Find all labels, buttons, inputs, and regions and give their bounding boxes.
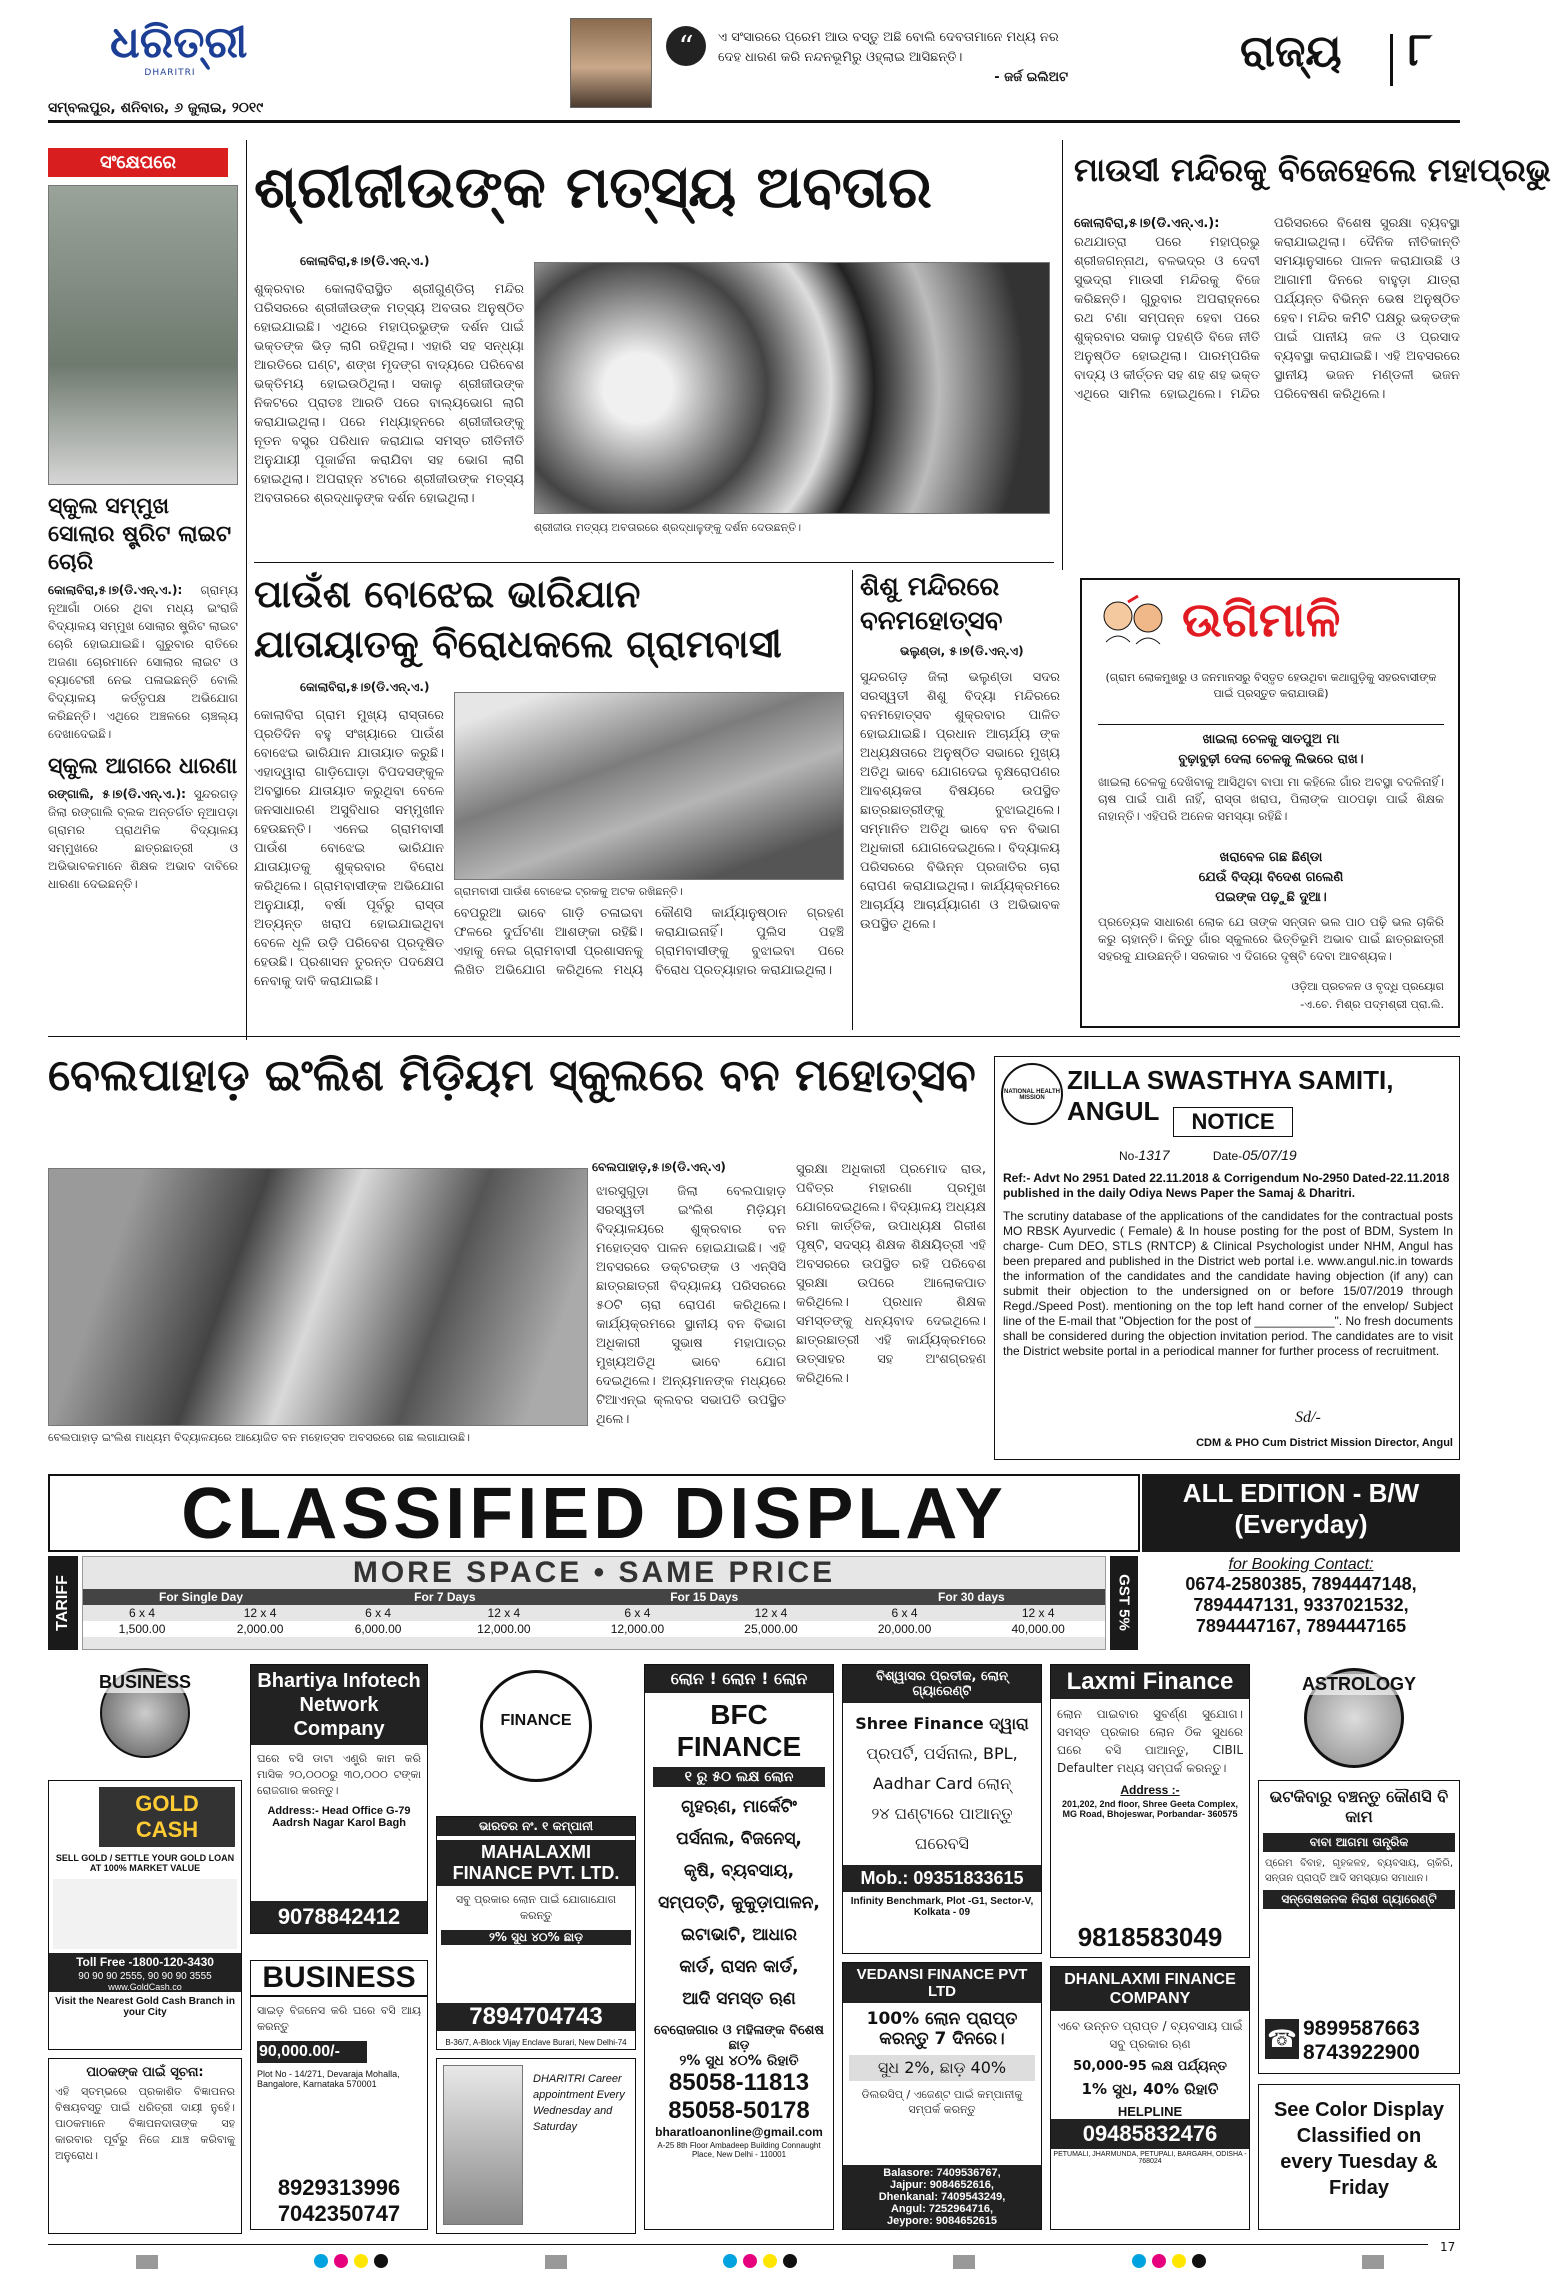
laxmi-address: 201,202, 2nd floor, Shree Geeta Complex, MG Road, Bhojeswar, Porbandar- 360575 [1061, 1799, 1239, 1819]
ugimali-head-3: ଖରାବେଳ ଗଛ ଛିଣ୍ଡା [1219, 850, 1323, 865]
gst-side [1110, 1556, 1138, 1650]
tariff-label: TARIFF [54, 1575, 71, 1631]
bharti-text: ଘରେ ବସି ଡାଟା ଏଣ୍ଟ୍ରି କାମ କରି ମାସିକ ୨୦,୦୦୦ରୁ ୩୦,୦୦୦ ଟଙ୍କା ରୋଜଗାର କରନ୍ତୁ। [257, 1752, 421, 1797]
dhanlaxmi-helpline: HELPLINE [1117, 2104, 1183, 2119]
lead-headline: ଶ୍ରୀଜୀଉଙ୍କ ମତ୍ସ୍ୟ ଅବତାର [254, 153, 932, 221]
lead-caption: ଶ୍ରୀଜୀଉ ମତ୍ସ୍ୟ ଅବତାରରେ ଶ୍ରଦ୍ଧାଳୁଙ୍କୁ ଦର୍ଶନ ଦେଉଛନ୍ତି। [534, 521, 802, 534]
tariff-grid [83, 1589, 1105, 1637]
shree-line: ପ୍ରପର୍ଟି, ପର୍ସନାଲ, BPL, [866, 1744, 1018, 1763]
ugimali-head-4: ଯେଉଁ ବିଦ୍ୟା ବିଦେଶ ଗଲେଣି [1198, 870, 1344, 885]
vedansi-office: Jeypore: 9084652615 [886, 2215, 998, 2227]
shree-line: Aadhar Card ଲୋନ୍ [872, 1774, 1012, 1793]
finance-logo-text: FINANCE [500, 1712, 572, 1729]
notice-signature: Sd/- [1295, 1409, 1321, 1426]
reg-mark [1362, 2255, 1384, 2269]
tariff-price: 20,000.00 [877, 1622, 932, 1636]
mahalaxmi-rate: ୨% ସୁଧ ୪୦% ଛାଡ଼ [441, 1930, 631, 1945]
vedansi-office: Angul: 7252964716, [890, 2203, 994, 2215]
laxmi-text: ଲୋନ ପାଇବାର ସୁବର୍ଣ୍ଣ ସୁଯୋଗ। ସମସ୍ତ ପ୍ରକାର ଲୋନ ଠିକ ସୁଧରେ ଘରେ ବସି ପାଆନ୍ତୁ, CIBIL Defaulter ମଧ୍ୟ ସମ୍ପର୍କ କରନ୍ତୁ। [1057, 1707, 1243, 1775]
tariff-table [82, 1556, 1106, 1650]
goldcash-site[interactable]: www.GoldCash.co [49, 1982, 241, 1992]
notice-body: The scrutiny database of the applications of the candidates for the contractual posts MO RBSK Ayurvedic ( Female) & In house posting for the post of BDM, System In charge- Cum DEO, STLS (RNTCP) & Clinical Psychologist under NHM, Angul has been prepared and published in the District web portal i.e. www.angul.nic.in towards the information of the candidates and the candidate having objection (if any) can submit their objection to the undersigned on or before 15/07/2019 through Regd./Speed Post). mentioning on the top left hand corner of the envelop/ Subject line of the E-mail that "Objection for the post of ____________". No fresh documents shall be considered during the objection invitation period. The candidates are to visit the District website portal in a periodical manner for further process of recruitment. [1003, 1209, 1453, 1358]
astro-logo-ad [1258, 1664, 1460, 1774]
dhanlaxmi-rate: 1% ସୁଧ, 40% ରିହାତି [1081, 2080, 1219, 2098]
bfc-line: ଆଦି ସମସ୍ତ ଋଣ [682, 1989, 796, 2009]
brief-story1-headline: ସ୍କୁଲ ସମ୍ମୁଖ ସୋଲାର ଷ୍ଟ୍ରିଟ ଲାଇଟ ଚୋରି [48, 494, 232, 575]
business2-text: ସାଇଡ଼ ବିଜନେସ କରି ଘରେ ବସି ଆୟ କରନ୍ତୁ [257, 2004, 421, 2033]
reg-mark [545, 2255, 567, 2269]
dhanlaxmi-title: DHANLAXMI FINANCE COMPANY [1051, 1967, 1249, 2011]
bharti-address: Address:- Head Office G-79 Aadrsh Nagar Karol Bagh [267, 1805, 411, 1829]
astro-logo-text: ASTROLOGY [1258, 1674, 1460, 1695]
shree-address: Infinity Benchmark, Plot -G1, Sector-V, Kolkata - 09 [850, 1896, 1034, 1918]
bfc-rate: ୨% ସୁଧ ୪୦% ରିହାତି [679, 2053, 799, 2069]
phone-icon: ☎ [1265, 2019, 1299, 2059]
edition-line-2: (Everyday) [1234, 1509, 1368, 1539]
brief-photo [48, 185, 238, 485]
mausi-divider [1062, 140, 1063, 570]
brief-label: ସଂକ୍ଷେପରେ [48, 148, 228, 177]
tariff-periods-row [83, 1589, 1105, 1605]
bfc-email[interactable]: bharatloanonline@gmail.com [655, 2125, 823, 2139]
quote-line-1: ଏ ସଂସାରରେ ପ୍ରେମ ଆଉ ବସ୍ତୁ ଅଛି ବୋଲି ଦେବତାମାନେ ମଧ୍ୟ ନର [718, 30, 1059, 45]
dateline-text: ସମ୍ବଲପୁର, ଶନିବାର, ୬ ଜୁଲାଇ, ୨୦୧୯ [48, 100, 264, 116]
laxmi-title: Laxmi Finance [1051, 1665, 1249, 1699]
bharti-title: Bhartiya Infotech Network Company [251, 1665, 427, 1745]
masthead-rule [48, 120, 1460, 123]
brief-story2-dateline: ରଙ୍ଗାଲି, ୫।୭(ଡି.ଏନ୍.ଏ.): [48, 787, 186, 801]
quote-author: - ଜର୍ଜ ଇଲିଅଟ [994, 70, 1068, 85]
bfc-phone-2[interactable]: 85058-50178 [668, 2097, 810, 2124]
bfc-line: କୃଷି, ବ୍ୟବସାୟ, [683, 1861, 795, 1881]
lead-photo [534, 262, 1050, 514]
dhanlaxmi-text: ଏବେ ଉନ୍ନତ ପ୍ରାପ୍ତ / ବ୍ୟବସାୟ ପାଇଁ ସବୁ ପ୍ରକାର ଋଣ [1057, 2019, 1243, 2051]
tariff-size: 12 x 4 [754, 1606, 788, 1620]
career-text: DHARITRI Career appointment Every Wednesday and Saturday [533, 2073, 625, 2133]
brief-divider [246, 140, 247, 1040]
bfc-line: ଗୃହଋଣ, ମାର୍କେଟିଂ [681, 1797, 797, 1817]
shishu-headline: ଶିଶୁ ମନ୍ଦିରରେ ବନମହୋତ୍ସବ [860, 572, 1003, 636]
vedansi-offices [843, 2165, 1041, 2229]
tariff-price: 1,500.00 [118, 1622, 166, 1636]
vedansi-office: Dhenkanal: 7409543249, [878, 2191, 1006, 2203]
mausi-headline: ମାଉସୀ ମନ୍ଦିରକୁ ବିଜେହେଲେ ମହାପ୍ରଭୁ [1074, 151, 1551, 189]
notice-ref: Ref:- Advt No 2951 Dated 22.11.2018 & Corrigendum No-2950 Dated-22.11.2018 published in the daily Odiya News Paper the Samaj & Dharitri. [1003, 1171, 1450, 1200]
brief-story1-body: ଗ୍ରାମ୍ୟ ନୂଆଗାଁ ଠାରେ ଥିବା ମଧ୍ୟ ଇଂରାଜି ବିଦ୍ୟାଳୟ ସମ୍ମୁଖ ସୋଲାର ଷ୍ଟ୍ରିଟ ଲାଇଟ ଚୋରି ହୋଇଯାଇଛି। ଗୁରୁବାର ରାତିରେ ଅଜଣା ଚୋରମାନେ ସୋଲାର ଲାଇଟ ଓ ବ୍ୟାଟେରୀ ନେଇ ପଳାଇଛନ୍ତି ବୋଲି ବିଦ୍ୟାଳୟ କର୍ତ୍ତୃପକ୍ଷ ଅଭିଯୋଗ କରିଛନ୍ତି। ଏଥିରେ ଅଞ୍ଚଳରେ ଚାଞ୍ଚଲ୍ୟ ଦେଖାଦେଇଛି। [48, 583, 238, 741]
shree-line: Shree Finance ଦ୍ୱାରା [855, 1714, 1029, 1733]
belpahar-dateline: ବେଲପାହାଡ଼,୫।୭(ଡି.ଏନ୍.ଏ) [592, 1160, 726, 1174]
astro-phone-1[interactable]: 9899587663 [1303, 2017, 1420, 2040]
belpahar-caption: ବେଲପାହାଡ଼ ଇଂଲିଶ ମାଧ୍ୟମ ବିଦ୍ୟାଳୟରେ ଆୟୋଜିତ ବନ ମହୋତ୍ସବ ଅବସରରେ ଗଛ ଲଗାଯାଉଛି। [48, 1431, 471, 1444]
goldcash-title: GOLD CASH [99, 1787, 235, 1847]
vedansi-ad [842, 1962, 1042, 2230]
tariff-price: 12,000.00 [477, 1622, 531, 1636]
quote-icon: “ [666, 26, 706, 66]
bharti-ad [250, 1664, 428, 1934]
mahalaxmi-text: ସବୁ ପ୍ରକାର ଲୋନ ପାଇଁ ଯୋଗାଯୋଗ କରନ୍ତୁ [455, 1893, 617, 1922]
tariff-slogan: MORE SPACE • SAME PRICE [352, 1556, 836, 1589]
tariff-period: For Single Day [159, 1590, 244, 1604]
bharti-phone[interactable]: 9078842412 [251, 1901, 427, 1933]
belpahar-body-1: ଝାରସୁଗୁଡ଼ା ଜିଲା ବେଲପାହାଡ଼ ସରସ୍ୱତୀ ଇଂଲିଶ ମିଡ଼ିୟମ ବିଦ୍ୟାଳୟରେ ଶୁକ୍ରବାର ବନ ମହୋତ୍ସବ ପାଳନ ହୋଇଯାଇଛି। ଏହି ଅବସରରେ ଡକ୍ଟରଙ୍କ ଓ ଏନ୍ସିସି ଛାତ୍ରଛାତ୍ରୀ ବିଦ୍ୟାଳୟ ପରିସରରେ ୫୦ଟି ଚାରା ରୋପଣ କରିଥିଲେ। କାର୍ଯ୍ୟକ୍ରମରେ ସ୍ଥାନୀୟ ବନ ବିଭାଗ ଅଧିକାରୀ ସୁଭାଷ ମହାପାତ୍ର ମୁଖ୍ୟଅତିଥି ଭାବେ ଯୋଗ ଦେଇଥିଲେ। ଅନ୍ୟମାନଙ୍କ ମଧ୍ୟରେ ଟିଆଏନ୍ଇ କ୍ଲବର ସଭାପତି ଉପସ୍ଥିତ ଥିଲେ। [596, 1184, 786, 1427]
bfc-ad [644, 1664, 834, 2230]
business2-ad [250, 1960, 428, 2230]
registration-marks [130, 2254, 1390, 2270]
mahalaxmi-address: B-36/7, A-Block Vijay Enclave Burari, New Delhi-74 [445, 2038, 627, 2047]
see-color-ad [1258, 2084, 1460, 2230]
tariff-period: For 30 days [938, 1590, 1005, 1604]
bfc-line: ପର୍ସନାଲ, ବିଜନେସ୍, [676, 1829, 802, 1849]
booking-phone-1: 0674-2580385, 7894447148, [1185, 1574, 1417, 1594]
reader-notice-ad [48, 2058, 242, 2234]
lead-body: ଶୁକ୍ରବାର କୋଲାବିରାସ୍ଥିତ ଶ୍ରୀଗୁଣ୍ଡିଚା ମନ୍ଦିର ପରିସରରେ ଶ୍ରୀଜୀଉଙ୍କ ମତ୍ସ୍ୟ ଅବତାର ଅନୁଷ୍ଠିତ ହୋଇଯାଇଛି। ଏଥିରେ ମହାପ୍ରଭୁଙ୍କ ଦର୍ଶନ ପାଇଁ ଭକ୍ତଙ୍କ ଭିଡ଼ ଲାଗି ରହିଥିଲା। ଏହାରି ସହ ସନ୍ଧ୍ୟା ଆରତିରେ ଘଣ୍ଟ, ଶଙ୍ଖ ମୃଦଙ୍ଗ ବାଦ୍ୟରେ ପରିବେଶ ଭକ୍ତିମୟ ହୋଇଉଠିଥିଲା। ସକାଳୁ ଶ୍ରୀଜୀଉଙ୍କ ନିକଟରେ ପ୍ରାତଃ ଆରତି ପରେ ବାଲ୍ୟଭୋଗ ଲାଗି କରାଯାଇଥିଲା। ପରେ ମଧ୍ୟାହ୍ନରେ ଶ୍ରୀଜୀଉଙ୍କୁ ନୂତନ ବସ୍ତ୍ର ପରିଧାନ କରାଯାଇ ସମସ୍ତ ରୀତିନୀତି ଅନୁଯାୟୀ ପୂଜାର୍ଚ୍ଚନା କରାଯିବା ସହ ଭୋଗ ଲାଗି ହୋଇଥିଲା। ଅପରାହ୍ନ ୪ଟାରେ ଶ୍ରୀଜୀଉଙ୍କ ମତ୍ସ୍ୟ ଅବତାରରେ ଶ୍ରଦ୍ଧାଳୁଙ୍କ ଦର୍ଶନ ହୋଇଥିଲା। [254, 282, 524, 506]
trucks-dateline: କୋଲାବିରା,୫।୭(ଡି.ଏନ୍.ଏ.) [300, 680, 430, 694]
business2-title: BUSINESS [251, 1961, 427, 1997]
ugimali-title: ଉଗିମାଳି [1182, 592, 1341, 648]
ugimali-subtitle: (ଗ୍ରାମ ଲୋକମୁଖରୁ ଓ ଜନମାନସରୁ ବିସ୍ତୃତ ହେଉଥିବା କଥାଗୁଡ଼ିକୁ ସହରବାସୀଙ୍କ ପାଇଁ ପ୍ରସ୍ତୁତ କରାଯାଉଛି) [1105, 671, 1437, 700]
goldcash-visit: Visit the Nearest Gold Cash Branch in your City [55, 1996, 235, 2018]
ugimali-head-1: ଖାଇଲା ଚେଳକୁ ସାତପୁଅ ମା [1202, 732, 1340, 747]
tariff-size: 6 x 4 [365, 1606, 392, 1620]
notice-no-label: No- [1119, 1149, 1139, 1163]
shree-mobile[interactable]: Mob.: 09351833615 [843, 1865, 1041, 1892]
masthead [0, 0, 1500, 120]
mahalaxmi-title: MAHALAXMI FINANCE PVT. LTD. [437, 1840, 635, 1886]
astro-name: ବାବା ଆଗମା ତାନ୍ତ୍ରିକ [1263, 1833, 1455, 1852]
trucks-photo [454, 692, 844, 880]
tariff-side [48, 1556, 78, 1650]
classified-banner [48, 1474, 1460, 1652]
brief-story2-headline: ସ୍କୁଲ ଆଗରେ ଧାରଣା [48, 754, 238, 779]
goldcash-text: SELL GOLD / SETTLE YOUR GOLD LOAN AT 100% MARKET VALUE [55, 1853, 235, 1873]
business-logo-text: BUSINESS [48, 1672, 242, 1693]
tariff-price: 6,000.00 [354, 1622, 402, 1636]
ugimali-body-1: ଖାଇଲା ଚେଳକୁ ଦେଖିବାକୁ ଆସିଥିବା ବାପା ମା କହିଲେ ଗାଁର ଅବସ୍ଥା ବଦଳିନାହିଁ। ଚାଷ ପାଇଁ ପାଣି ନାହିଁ, ରାସ୍ତା ଖରାପ, ପିଲାଙ୍କ ପାଠପଢ଼ା ପାଇଁ ଶିକ୍ଷକ ନାହାନ୍ତି। ଏହିପରି ଅନେକ ସମସ୍ୟା ରହିଛି। [1098, 775, 1444, 823]
booking-phone-2: 7894447131, 9337021532, [1193, 1595, 1409, 1615]
tariff-price: 2,000.00 [236, 1622, 284, 1636]
business2-phone-2[interactable]: 7042350747 [277, 2201, 401, 2226]
bfc-title: BFC FINANCE [676, 1699, 802, 1762]
tariff-price: 25,000.00 [744, 1622, 798, 1636]
laxmi-phone[interactable]: 9818583049 [1077, 1922, 1223, 1952]
quote-portrait [570, 18, 652, 108]
astro-head: ଭଟକିବାରୁ ବଞ୍ଚନ୍ତୁ କୌଣସି ବି କାମ [1269, 1787, 1449, 1826]
notice-no-value: 1317 [1138, 1147, 1170, 1163]
tariff-size: 6 x 4 [624, 1606, 651, 1620]
logo-text: ଧରିତ୍ରୀ [110, 17, 248, 68]
ugimali-box [1080, 578, 1460, 1028]
business2-phone-1[interactable]: 8929313996 [277, 2175, 401, 2200]
ugimali-head-5: ପଇଙ୍କ ପଢ଼ୁଛି ଦୁଆ। [1215, 890, 1327, 905]
notice-seal-text: NATIONAL HEALTH MISSION [1004, 1089, 1060, 1101]
trucks-caption: ଗ୍ରାମବାସୀ ପାଉଁଶ ବୋଝେଇ ଟ୍ରକକୁ ଅଟକ ରଖିଛନ୍ତି। [454, 885, 683, 898]
vedansi-text: ଡିଲରସିପ୍ / ଏଜେଣ୍ଟ ପାଇଁ କମ୍ପାନୀକୁ ସମ୍ପର୍କ କରନ୍ତୁ [861, 2088, 1023, 2116]
notice-date-value: 05/07/19 [1242, 1147, 1297, 1163]
bfc-line: ଇଟାଭାଟି, ଆଧାର [681, 1925, 797, 1945]
tariff-size: 6 x 4 [129, 1606, 156, 1620]
brief-story1-dateline: କୋଲାବିରା,୫।୭(ଡି.ଏନ୍.ଏ.): [48, 583, 183, 597]
section-title: ରାଜ୍ୟ [1240, 26, 1342, 77]
astro-text: ପ୍ରେମ ବିବାହ, ଗୃହକଳହ, ବ୍ୟବସାୟ, ଚାକିରି, ସନ୍ତାନ ପ୍ରାପ୍ତି ଆଦି ସମସ୍ୟାର ସମାଧାନ। [1265, 1858, 1453, 1884]
quote-line-2: ଦେହ ଧାରଣ କରି ନନ୍ଦନଭୂମିରୁ ଓହ୍ଲାଇ ଆସିଛନ୍ତି। [718, 50, 963, 65]
cmyk-dots [311, 2253, 391, 2272]
notice-title: NOTICE [1173, 1107, 1293, 1137]
reader-notice-text: ଏହି ସ୍ତମ୍ଭରେ ପ୍ରକାଶିତ ବିଜ୍ଞାପନର ବିଷୟବସ୍ତୁ ପାଇଁ ଧରିତ୍ରୀ ଦାୟୀ ନୁହେଁ। ପାଠକମାନେ ବିଜ୍ଞାପନଦାତାଙ୍କ ସହ କାରବାର ପୂର୍ବରୁ ନିଜେ ଯାଞ୍ଚ କରିବାକୁ ଅନୁରୋଧ। [55, 2085, 235, 2162]
tariff-period: For 15 Days [670, 1590, 739, 1604]
tariff-price: 40,000.00 [1011, 1622, 1065, 1636]
dhanlaxmi-address: PETUMALI, JHARMUNDA, PETUPALI, BARGARH, ODISHA - 768024 [1053, 2151, 1247, 2165]
booking-phone-3: 7894447167, 7894447165 [1195, 1616, 1407, 1636]
laxmi-ad [1050, 1664, 1250, 1958]
bfc-offer: ବେରୋଜଗାର ଓ ମହିଳାଙ୍କ ବିଶେଷ ଛାଡ଼ [654, 2023, 824, 2053]
notice-org: ZILLA SWASTHYA SAMITI, ANGUL [1067, 1065, 1394, 1126]
goldcash-toll: Toll Free -1800-120-3430 [49, 1953, 241, 1971]
shree-line: ଘରେବସି [915, 1834, 969, 1853]
vedansi-line-1: 100% ଲୋନ ପ୍ରାପ୍ତ [866, 2009, 1018, 2029]
brief-story2-body: ସୁନ୍ଦରଗଡ଼ ଜିଲା ରଙ୍ଗାଲି ବ୍ଲକ ଅନ୍ତର୍ଗତ ନୂଆପଡ଼ା ଗ୍ରାମର ପ୍ରାଥମିକ ବିଦ୍ୟାଳୟ ସମ୍ମୁଖରେ ଛାତ୍ରଛାତ୍ରୀ ଓ ଅଭିଭାବକମାନେ ଶିକ୍ଷକ ଅଭାବ ଦାବିରେ ଧାରଣା ଦେଇଛନ୍ତି। [48, 787, 238, 891]
edition-line-1: ALL EDITION - B/W [1182, 1478, 1420, 1508]
see-color-text: See Color Display Classified on every Tuesday & Friday [1273, 2099, 1445, 2199]
logo[interactable] [110, 17, 248, 88]
shree-line: ୨୪ ଘଣ୍ଟାରେ ପାଆନ୍ତୁ [871, 1804, 1013, 1823]
mid-rule [48, 1036, 1460, 1037]
dhanlaxmi-phone[interactable]: 09485832476 [1051, 2119, 1249, 2149]
ugimali-head-2: ବୁଢ଼ାବୁଢ଼ୀ ଦେଲା ଚେଳକୁ ଲିଭରେ ରାଖ। [1178, 752, 1364, 767]
ugimali-credit-2: -ଏ.ଚେ. ମିଶ୍ର ପଦ୍ମଶ୍ରୀ ପ୍ରା.ଲି. [1300, 998, 1444, 1011]
reg-mark [953, 2255, 975, 2269]
vedansi-line-2: କରନ୍ତୁ 7 ଦିନରେ। [879, 2029, 1005, 2049]
tariff-size: 12 x 4 [1021, 1606, 1055, 1620]
lead-dateline: କୋଲାବିରା,୫।୭(ଡି.ଏନ୍.ଏ.) [300, 254, 430, 268]
ugimali-credit-1: ଓଡ଼ିଆ ପ୍ରଚଳନ ଓ ବୃଦ୍ଧି ପ୍ରୟୋଗ [1291, 980, 1444, 993]
ugimali-mascot-icon [1098, 594, 1168, 654]
mausi-body: ରଥଯାତ୍ରା ପରେ ମହାପ୍ରଭୁ ଶ୍ରୀଜଗନ୍ନାଥ, ବଳଭଦ୍ର ଓ ଦେବୀ ସୁଭଦ୍ରା ମାଉସୀ ମନ୍ଦିରକୁ ବିଜେ କରିଛନ୍ତି। ଗୁରୁବାର ଅପରାହ୍ନରେ ରଥ ଟଣା ସମ୍ପନ୍ନ ହେବା ପରେ ଶୁକ୍ରବାର ସକାଳୁ ପହଣ୍ଡି ବିଜେ ନୀତି ଅନୁଷ୍ଠିତ ହୋଇଥିଲା। ପାରମ୍ପରିକ ବାଦ୍ୟ ଓ କୀର୍ତ୍ତନ ସହ ଶହ ଶହ ଭକ୍ତ ଏଥିରେ ସାମିଲ ହୋଇଥିଲେ। ମନ୍ଦିର ପରିସରରେ ବିଶେଷ ସୁରକ୍ଷା ବ୍ୟବସ୍ଥା କରାଯାଇଥିଲା। ଦୈନିକ ନୀତିକାନ୍ତି ସମୟାନୁସାରେ ପାଳନ କରାଯାଉଛି ଓ ଆଗାମୀ ଦିନରେ ବାହୁଡ଼ା ଯାତ୍ରା ପର୍ଯ୍ୟନ୍ତ ବିଭିନ୍ନ ଭେଷ ଅନୁଷ୍ଠିତ ହେବ। ମନ୍ଦିର କମିଟି ପକ୍ଷରୁ ଭକ୍ତଙ୍କ ପାଇଁ ପାନୀୟ ଜଳ ଓ ପ୍ରସାଦ ବ୍ୟବସ୍ଥା କରାଯାଇଛି। ଏହି ଅବସରରେ ସ୍ଥାନୀୟ ଭଜନ ମଣ୍ଡଳୀ ଭଜନ ପରିବେଷଣ କରିଥିଲେ। [1074, 216, 1460, 402]
notice-seal-icon [1001, 1063, 1063, 1125]
tariff-price: 12,000.00 [610, 1622, 665, 1636]
dateline-bar [48, 97, 378, 119]
ugimali-body-2: ପ୍ରତ୍ୟେକ ସାଧାରଣ ଲୋକ ଯେ ତାଙ୍କ ସନ୍ତାନ ଭଲ ପାଠ ପଢ଼ି ଭଲ ଚାକିରି କରୁ ଚାହାନ୍ତି। କିନ୍ତୁ ଗାଁର ସ୍କୁଲରେ ଭିତ୍ତିଭୂମି ଅଭାବ ପାଇଁ ଛାତ୍ରଛାତ୍ରୀ ସହରକୁ ଯାଉଛନ୍ତି। ସରକାର ଏ ଦିଗରେ ଦୃଷ୍ଟି ଦେବା ଆବଶ୍ୟକ। [1098, 915, 1444, 963]
edition-box [1142, 1474, 1460, 1552]
vedansi-office: Balasore: 7409536767, [883, 2167, 1001, 2179]
footer-page-number: 17 [1440, 2240, 1456, 2254]
trucks-body: କୋଲାବିରା ଗ୍ରାମ ମୁଖ୍ୟ ରାସ୍ତାରେ ପ୍ରତିଦିନ ବହୁ ସଂଖ୍ୟାରେ ପାଉଁଶ ବୋଝେଇ ଭାରିଯାନ ଯାତାୟାତ କରୁଛି। ଏହାଦ୍ୱାରା ଗାଡ଼ିଘୋଡ଼ା ବିପଦସଙ୍କୁଳ ଅବସ୍ଥାରେ ଯାତାୟାତ କରୁଥିବା ବେଳେ ଜନସାଧାରଣ ଅସୁବିଧାର ସମ୍ମୁଖୀନ ହେଉଛନ୍ତି। ଏନେଇ ଗ୍ରାମବାସୀ ପାଉଁଶ ବୋଝେଇ ଭାରିଯାନ ଯାତାୟାତକୁ ଶୁକ୍ରବାର ବିରୋଧ କରିଥିଲେ। ଗ୍ରାମବାସୀଙ୍କ ଅଭିଯୋଗ ଅନୁଯାୟୀ, ବର୍ଷା ପୂର୍ବରୁ ରାସ୍ତା ଅତ୍ୟନ୍ତ ଖରାପ ହୋଇଯାଇଥିବା ବେଳେ ଧୂଳି ଉଡ଼ି ପରିବେଶ ପ୍ରଦୂଷିତ ହେଉଛି। ପ୍ରଶାସନ ତୁରନ୍ତ ପଦକ୍ଷେପ ନେବାକୁ ଦାବି କରାଯାଇଛି। [254, 708, 444, 989]
astro-guarantee: ସନ୍ତୋଷଜନକ ନିରାଶ ଗ୍ୟାରେଣ୍ଟି [1263, 1890, 1455, 1909]
trucks-headline-2: ଯାତାୟାତକୁ ବିରୋଧକଲେ ଗ୍ରାମବାସୀ [254, 622, 782, 666]
reg-mark [136, 2255, 158, 2269]
notice-box [994, 1056, 1460, 1460]
section-divider [1390, 34, 1393, 86]
lead-rule [254, 562, 1054, 563]
belpahar-body-2: ସୁରକ୍ଷା ଅଧିକାରୀ ପ୍ରମୋଦ ରାଉ, ପବିତ୍ର ମହାରଣା ପ୍ରମୁଖ ଯୋଗଦେଇଥିଲେ। ବିଦ୍ୟାଳୟ ଅଧ୍ୟକ୍ଷ ରମା କାର୍ତ୍ତିକ, ଉପାଧ୍ୟକ୍ଷ ଗିରୀଶ ପୃଷ୍ଟି, ସଦସ୍ୟ ଶିକ୍ଷକ ଶିକ୍ଷୟିତ୍ରୀ ଏହି ଅବସରରେ ଉପସ୍ଥିତ ରହି ପରିବେଶ ସୁରକ୍ଷା ଉପରେ ଆଲୋକପାତ କରିଥିଲେ। ପ୍ରଧାନ ଶିକ୍ଷକ ସମସ୍ତଙ୍କୁ ଧନ୍ୟବାଦ ଦେଇଥିଲେ। ଛାତ୍ରଛାତ୍ରୀ ଏହି କାର୍ଯ୍ୟକ୍ରମରେ ଉତ୍ସାହର ସହ ଅଂଶଗ୍ରହଣ କରିଥିଲେ। [796, 1162, 986, 1386]
business2-amount: 90,000.00/- [257, 2041, 367, 2063]
notice-date-label: Date- [1212, 1149, 1243, 1163]
classified-title: CLASSIFIED DISPLAY [48, 1474, 1140, 1552]
bfc-sub: ୧ ରୁ ୫୦ ଲକ୍ଷ ଲୋନ [653, 1767, 825, 1787]
shishu-body: ସୁନ୍ଦରଗଡ଼ ଜିଲା ଭଲୁଣ୍ଡା ସଦର ସରସ୍ୱତୀ ଶିଶୁ ବିଦ୍ୟା ମନ୍ଦିରରେ ବନମହୋତ୍ସବ ଶୁକ୍ରବାର ପାଳିତ ହୋଇଯାଇଛି। ପ୍ରଧାନ ଆଚାର୍ଯ୍ୟ ଙ୍କ ଅଧ୍ୟକ୍ଷତାରେ ଅନୁଷ୍ଠିତ ସଭାରେ ମୁଖ୍ୟ ଅତିଥି ଭାବେ ଯୋଗଦେଇ ବୃକ୍ଷରୋପଣର ଆବଶ୍ୟକତା ବିଷୟରେ ଉପସ୍ଥିତ ଛାତ୍ରଛାତ୍ରୀଙ୍କୁ ବୁଝାଇଥିଲେ। ସମ୍ମାନିତ ଅତିଥି ଭାବେ ବନ ବିଭାଗ ଅଧିକାରୀ ଯୋଗଦେଇଥିଲେ। ବିଦ୍ୟାଳୟ ପରିସରରେ ବିଭିନ୍ନ ପ୍ରଜାତିର ଚାରା ରୋପଣ କରାଯାଇଥିଲା। କାର୍ଯ୍ୟକ୍ରମରେ ଆଚାର୍ଯ୍ୟ ଆଚାର୍ଯ୍ୟାଗଣ ଓ ଅଭିଭାବକ ଉପସ୍ଥିତ ଥିଲେ। [860, 670, 1060, 932]
tariff-sizes-row [83, 1605, 1105, 1621]
trucks-headline-1: ପାଉଁଶ ବୋଝେଇ ଭାରିଯାନ [254, 572, 641, 616]
shree-ad [842, 1664, 1042, 1954]
mahalaxmi-phone[interactable]: 7894704743 [437, 2003, 635, 2031]
vedansi-title: VEDANSI FINANCE PVT LTD [843, 1963, 1041, 2003]
cmyk-dots [720, 2253, 800, 2272]
tariff-size: 12 x 4 [487, 1606, 521, 1620]
logo-sub: DHARITRI [144, 68, 196, 78]
astro-ad [1258, 1780, 1460, 2074]
tariff-period: For 7 Days [414, 1590, 476, 1604]
vedansi-rate: ସୁଧ 2%, ଛାଡ଼ 40% [849, 2055, 1035, 2081]
finance-logo-ad [436, 1664, 636, 1814]
shree-top: ବିଶ୍ୱାସର ପ୍ରତୀକ, ଲୋନ୍ ଗ୍ୟାରେଣ୍ଟି [843, 1665, 1041, 1703]
booking-box [1142, 1556, 1460, 1650]
bfc-top: ଲୋନ ! ଲୋନ ! ଲୋନ [645, 1665, 833, 1693]
footer-rule [48, 2244, 1428, 2245]
tariff-size: 6 x 4 [891, 1606, 918, 1620]
mausi-dateline: କୋଲାବିରା,୫।୭(ଡି.ଏନ୍.ଏ.): [1074, 216, 1220, 231]
belpahar-headline: ବେଲପାହାଡ଼ ଇଂଲିଶ ମିଡ଼ିୟମ ସ୍କୁଲରେ ବନ ମହୋତ୍ସବ [48, 1050, 976, 1101]
dhanlaxmi-ad [1050, 1966, 1250, 2230]
tariff-prices-row [83, 1621, 1105, 1637]
cmyk-dots [1129, 2253, 1209, 2272]
dharitri-career-ad [436, 2058, 636, 2234]
dhanlaxmi-amount: 50,000-95 ଲକ୍ଷ ପର୍ଯ୍ୟନ୍ତ [1073, 2059, 1227, 2074]
tariff-size: 12 x 4 [243, 1606, 277, 1620]
notice-signatory: CDM & PHO Cum District Mission Director, Angul [1196, 1437, 1453, 1449]
bfc-phone-1[interactable]: 85058-11813 [668, 2069, 810, 2096]
page-number: ୮ [1408, 22, 1433, 76]
belpahar-photo [48, 1168, 588, 1426]
mahalaxmi-top: ଭାରତର ନଂ. ୧ କମ୍ପାନୀ [437, 1817, 635, 1836]
laxmi-address-label: Address :- [1120, 1783, 1180, 1797]
brief-column [48, 148, 238, 1028]
gst-label: GST 5% [1115, 1574, 1133, 1631]
goldcash-phones: 90 90 90 2555, 90 90 90 3555 [49, 1971, 241, 1982]
bfc-line: କାର୍ଡ, ରାସନ କାର୍ଡ, [679, 1957, 799, 1977]
shishu-divider [852, 570, 853, 1030]
goldcash-ad [48, 1780, 242, 2050]
reader-notice-title: ପାଠକଙ୍କ ପାଇଁ ସୂଚନା: [86, 2065, 204, 2080]
business-logo-ad [48, 1664, 242, 1774]
mahalaxmi-ad [436, 1816, 636, 2050]
career-photo [443, 2065, 523, 2225]
bfc-address: A-25 8th Floor Ambadeep Building Connaught Place, New Delhi - 110001 [657, 2141, 821, 2159]
vedansi-office: Jajpur: 9084652616, [890, 2179, 994, 2191]
booking-label: for Booking Contact: [1228, 1556, 1374, 1573]
business2-address: Plot No - 14/271, Devaraja Mohalla, Bangalore, Karnataka 570001 [257, 2069, 400, 2089]
astro-phone-2[interactable]: 8743922900 [1303, 2041, 1420, 2064]
quote-box [718, 28, 1068, 88]
trucks-body-2: ବେପରୁଆ ଭାବେ ଗାଡ଼ି ଚଳାଇବା ଫଳରେ ଦୁର୍ଘଟଣା ଆଶଙ୍କା ରହିଛି। ଏହାକୁ ନେଇ ଗ୍ରାମବାସୀ ପ୍ରଶାସନକୁ ଲିଖିତ ଅଭିଯୋଗ କରିଥିଲେ ମଧ୍ୟ କୌଣସି କାର୍ଯ୍ୟାନୁଷ୍ଠାନ ଗ୍ରହଣ କରାଯାଇନାହିଁ। ପୁଲିସ ପହଞ୍ଚି ଗ୍ରାମବାସୀଙ୍କୁ ବୁଝାଇବା ପରେ ବିରୋଧ ପ୍ରତ୍ୟାହାର କରାଯାଇଥିଲା। [454, 906, 844, 978]
bfc-line: ସମ୍ପତ୍ତି, କୁକୁଡ଼ାପାଳନ, [658, 1893, 820, 1913]
shishu-dateline: ଭଲୁଣ୍ଡା, ୫।୭(ଡି.ଏନ୍.ଏ) [900, 644, 1024, 658]
